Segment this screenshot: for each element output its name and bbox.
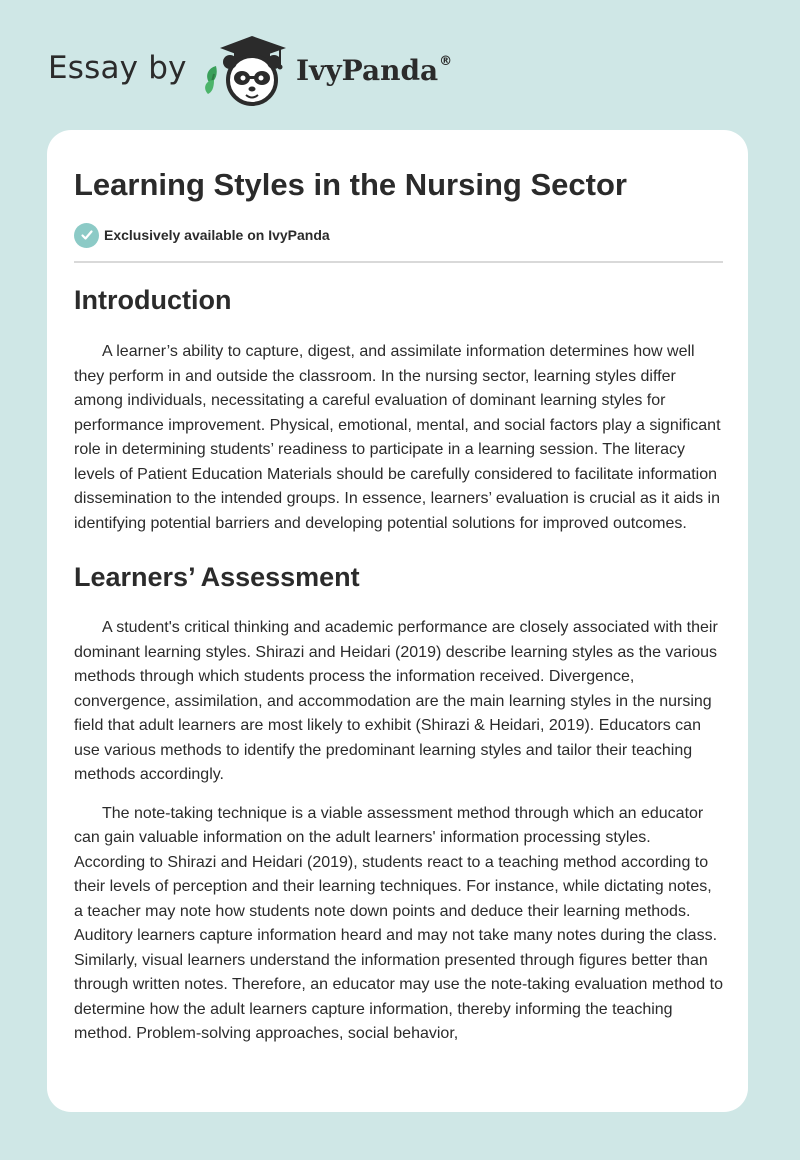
exclusive-badge — [74, 222, 330, 248]
checkmark-icon — [74, 223, 99, 248]
brand-name[interactable] — [296, 54, 452, 87]
site-header — [0, 0, 800, 130]
brand-prefix: Essay by — [48, 50, 187, 86]
badge-label: Exclusively available on IvyPanda — [104, 227, 330, 243]
panda-graduate-icon[interactable] — [200, 34, 292, 110]
article-card — [47, 130, 748, 1112]
section-heading-learners-assessment: Learners’ Assessment — [74, 562, 360, 592]
brand-name-text: IvyPanda — [296, 54, 439, 87]
page-title: Learning Styles in the Nursing Sector — [74, 167, 627, 202]
paragraph: A learner’s ability to capture, digest, and assimilate information determines how well they perform in and outside the classroom. In the nursing sector, learning styles differ among individuals, necessitating a careful evaluation of dominant learning styles for performance improvement. Physical, emotional, mental, and social factors play a significant role in determining students’ readiness to participate in a learning session. The literacy levels of Patient Education Materials should be carefully considered to facilitate information dissemination to the intended groups. In essence, learners’ evaluation is crucial as it aids in identifying potential barriers and developing potential solutions for improved outcomes. — [74, 343, 721, 532]
paragraph: A student's critical thinking and academic performance are closely associated with their dominant learning styles. Shirazi and Heidari (2019) describe learning styles as the various methods through which students process the information received. Divergence, convergence, assimilation, and accommodation are the main learning styles in the nursing field that adult learners are most likely to exhibit (Shirazi & Heidari, 2019). Educators can use various methods to identify the predominant learning styles and tailor their teaching methods accordingly. — [74, 619, 718, 783]
article-body — [74, 282, 724, 1047]
divider — [74, 261, 723, 263]
section-heading-introduction: Introduction — [74, 285, 232, 315]
registered-mark: ® — [439, 54, 453, 69]
paragraph: The note-taking technique is a viable assessment method through which an educator can gain valuable information on the adult learners' information processing styles. According to Shirazi and Heidari (2019), students react to a teaching method according to their levels of perception and their learning techniques. For instance, while dictating notes, a teacher may note how students note down points and deduce their learning methods. Auditory learners capture information heard and may not take many notes during the class. Similarly, visual learners understand the information presented through figures better than through written notes. Therefore, an educator may use the note-taking evaluation method to determine how the adult learners capture information, thereby informing the teaching method. Problem-solving approaches, social behavior, — [74, 804, 723, 1042]
